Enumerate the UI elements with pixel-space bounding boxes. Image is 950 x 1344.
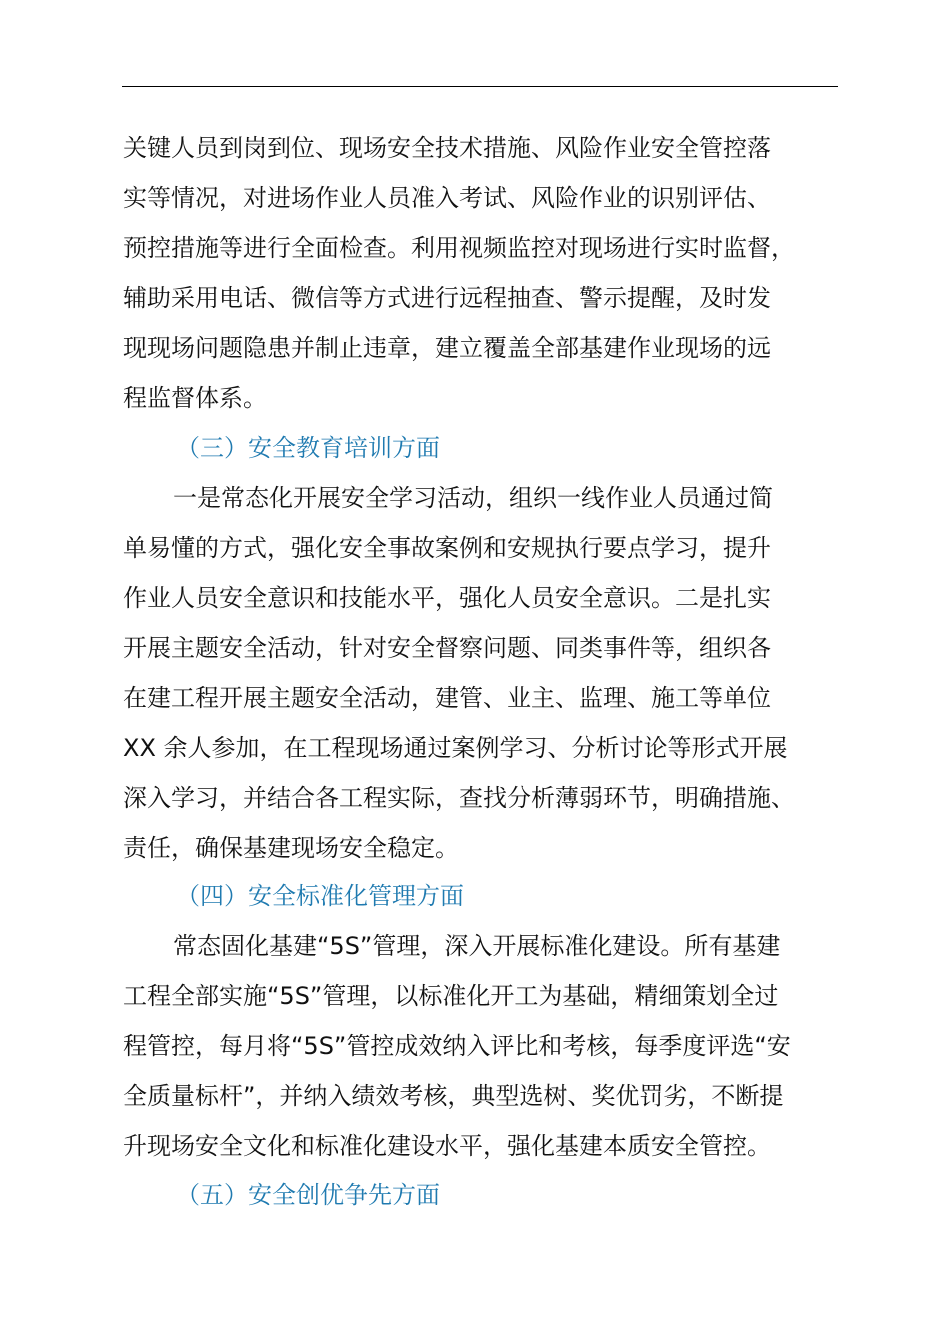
header-divider <box>122 86 838 87</box>
paragraph-line: 一是常态化开展安全学习活动，组织一线作业人员通过简 <box>173 484 773 512</box>
paragraph-line: XX 余人参加，在工程现场通过案例学习、分析讨论等形式开展 <box>123 734 788 762</box>
paragraph-line: 责任，确保基建现场安全稳定。 <box>123 834 459 862</box>
paragraph-line: 关键人员到岗到位、现场安全技术措施、风险作业安全管控落 <box>123 134 771 162</box>
paragraph-line: 作业人员安全意识和技能水平，强化人员安全意识。二是扎实 <box>123 584 771 612</box>
paragraph-line: 升现场安全文化和标准化建设水平，强化基建本质安全管控。 <box>123 1132 771 1160</box>
paragraph-line: 预控措施等进行全面检查。利用视频监控对现场进行实时监督， <box>123 234 795 262</box>
paragraph-line: 深入学习，并结合各工程实际，查找分析薄弱环节，明确措施、 <box>123 784 795 812</box>
paragraph-line: 辅助采用电话、微信等方式进行远程抽查、警示提醒，及时发 <box>123 284 771 312</box>
paragraph-line: 常态固化基建“5S”管理，深入开展标准化建设。所有基建 <box>173 932 781 960</box>
paragraph-line: 现现场问题隐患并制止违章，建立覆盖全部基建作业现场的远 <box>123 334 771 362</box>
paragraph-line: 实等情况，对进场作业人员准入考试、风险作业的识别评估、 <box>123 184 771 212</box>
paragraph-line: 程监督体系。 <box>123 384 267 412</box>
paragraph-line: 开展主题安全活动，针对安全督察问题、同类事件等，组织各 <box>123 634 771 662</box>
paragraph-line: 在建工程开展主题安全活动，建管、业主、监理、施工等单位 <box>123 684 771 712</box>
paragraph-line: 全质量标杆”，并纳入绩效考核，典型选树、奖优罚劣，不断提 <box>123 1082 784 1110</box>
paragraph-line: 单易懂的方式，强化安全事故案例和安规执行要点学习，提升 <box>123 534 771 562</box>
paragraph-line: 程管控，每月将“5S”管控成效纳入评比和考核，每季度评选“安 <box>123 1032 791 1060</box>
section-heading-4: （四）安全标准化管理方面 <box>176 882 464 910</box>
section-heading-5: （五）安全创优争先方面 <box>176 1181 440 1209</box>
section-heading-3: （三）安全教育培训方面 <box>176 434 440 462</box>
paragraph-line: 工程全部实施“5S”管理，以标准化开工为基础，精细策划全过 <box>123 982 779 1010</box>
